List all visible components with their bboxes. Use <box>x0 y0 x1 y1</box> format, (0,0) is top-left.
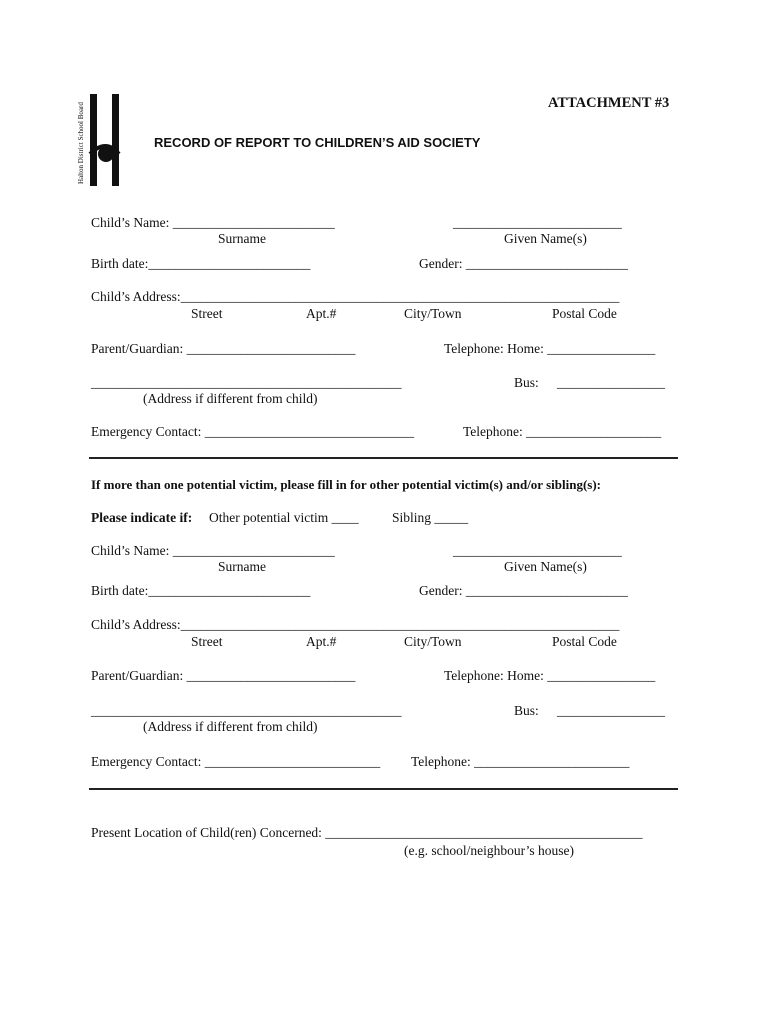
parent-field[interactable]: Parent/Guardian: _________________________ <box>91 341 356 356</box>
child-name-field[interactable]: Child’s Name: ________________________ <box>91 543 335 558</box>
present-location-field[interactable]: Present Location of Child(ren) Concerned: _______________________________________________ <box>91 825 643 840</box>
parent-address-field[interactable]: ______________________________________________ <box>91 703 402 718</box>
street-label: Street <box>191 634 223 649</box>
given-names-label: Given Name(s) <box>504 559 587 574</box>
child-name-field[interactable]: Child’s Name: ________________________ <box>91 215 335 230</box>
city-label: City/Town <box>404 306 462 321</box>
telephone-home-field[interactable]: Telephone: Home: ________________ <box>444 668 656 683</box>
other-victim-field[interactable]: Other potential victim ____ <box>209 510 359 525</box>
divider <box>89 457 678 459</box>
emergency-contact-field[interactable]: Emergency Contact: __________________________ <box>91 754 381 769</box>
emergency-contact-field[interactable]: Emergency Contact: _______________________________ <box>91 424 414 439</box>
gender-field[interactable]: Gender: ________________________ <box>419 583 628 598</box>
sibling-field[interactable]: Sibling _____ <box>392 510 469 525</box>
logo-text: Halton District School Board <box>77 102 85 184</box>
address-field[interactable]: Child’s Address:_________________________________________________________________ <box>91 617 620 632</box>
apt-label: Apt.# <box>306 634 337 649</box>
emergency-telephone-field[interactable]: Telephone: ____________________ <box>463 424 662 439</box>
gender-field[interactable]: Gender: ________________________ <box>419 256 628 271</box>
bus-label: Bus: <box>514 375 539 390</box>
attachment-label: ATTACHMENT #3 <box>548 95 670 111</box>
given-name-field[interactable]: _________________________ <box>453 543 622 558</box>
page-title: RECORD OF REPORT TO CHILDREN’S AID SOCIETY <box>154 135 481 150</box>
address-note: (Address if different from child) <box>143 719 318 734</box>
divider <box>89 788 678 790</box>
bus-field[interactable]: ________________ <box>557 703 665 718</box>
parent-field[interactable]: Parent/Guardian: _________________________ <box>91 668 356 683</box>
surname-label: Surname <box>218 231 266 246</box>
street-label: Street <box>191 306 223 321</box>
apt-label: Apt.# <box>306 306 337 321</box>
surname-label: Surname <box>218 559 266 574</box>
bus-field[interactable]: ________________ <box>557 375 665 390</box>
address-field[interactable]: Child’s Address:_________________________________________________________________ <box>91 289 620 304</box>
instruction-text: If more than one potential victim, please fill in for other potential victim(s) and/or sibling(s): <box>91 477 601 492</box>
given-name-field[interactable]: _________________________ <box>453 215 622 230</box>
birth-date-field[interactable]: Birth date:________________________ <box>91 583 311 598</box>
indicate-label: Please indicate if: <box>91 510 193 525</box>
postal-label: Postal Code <box>552 306 617 321</box>
birth-date-field[interactable]: Birth date:________________________ <box>91 256 311 271</box>
school-board-logo <box>78 92 126 188</box>
address-note: (Address if different from child) <box>143 391 318 406</box>
telephone-home-field[interactable]: Telephone: Home: ________________ <box>444 341 656 356</box>
postal-label: Postal Code <box>552 634 617 649</box>
location-example: (e.g. school/neighbour’s house) <box>404 843 574 858</box>
bus-label: Bus: <box>514 703 539 718</box>
parent-address-field[interactable]: ______________________________________________ <box>91 375 402 390</box>
emergency-telephone-field[interactable]: Telephone: _______________________ <box>411 754 630 769</box>
given-names-label: Given Name(s) <box>504 231 587 246</box>
city-label: City/Town <box>404 634 462 649</box>
